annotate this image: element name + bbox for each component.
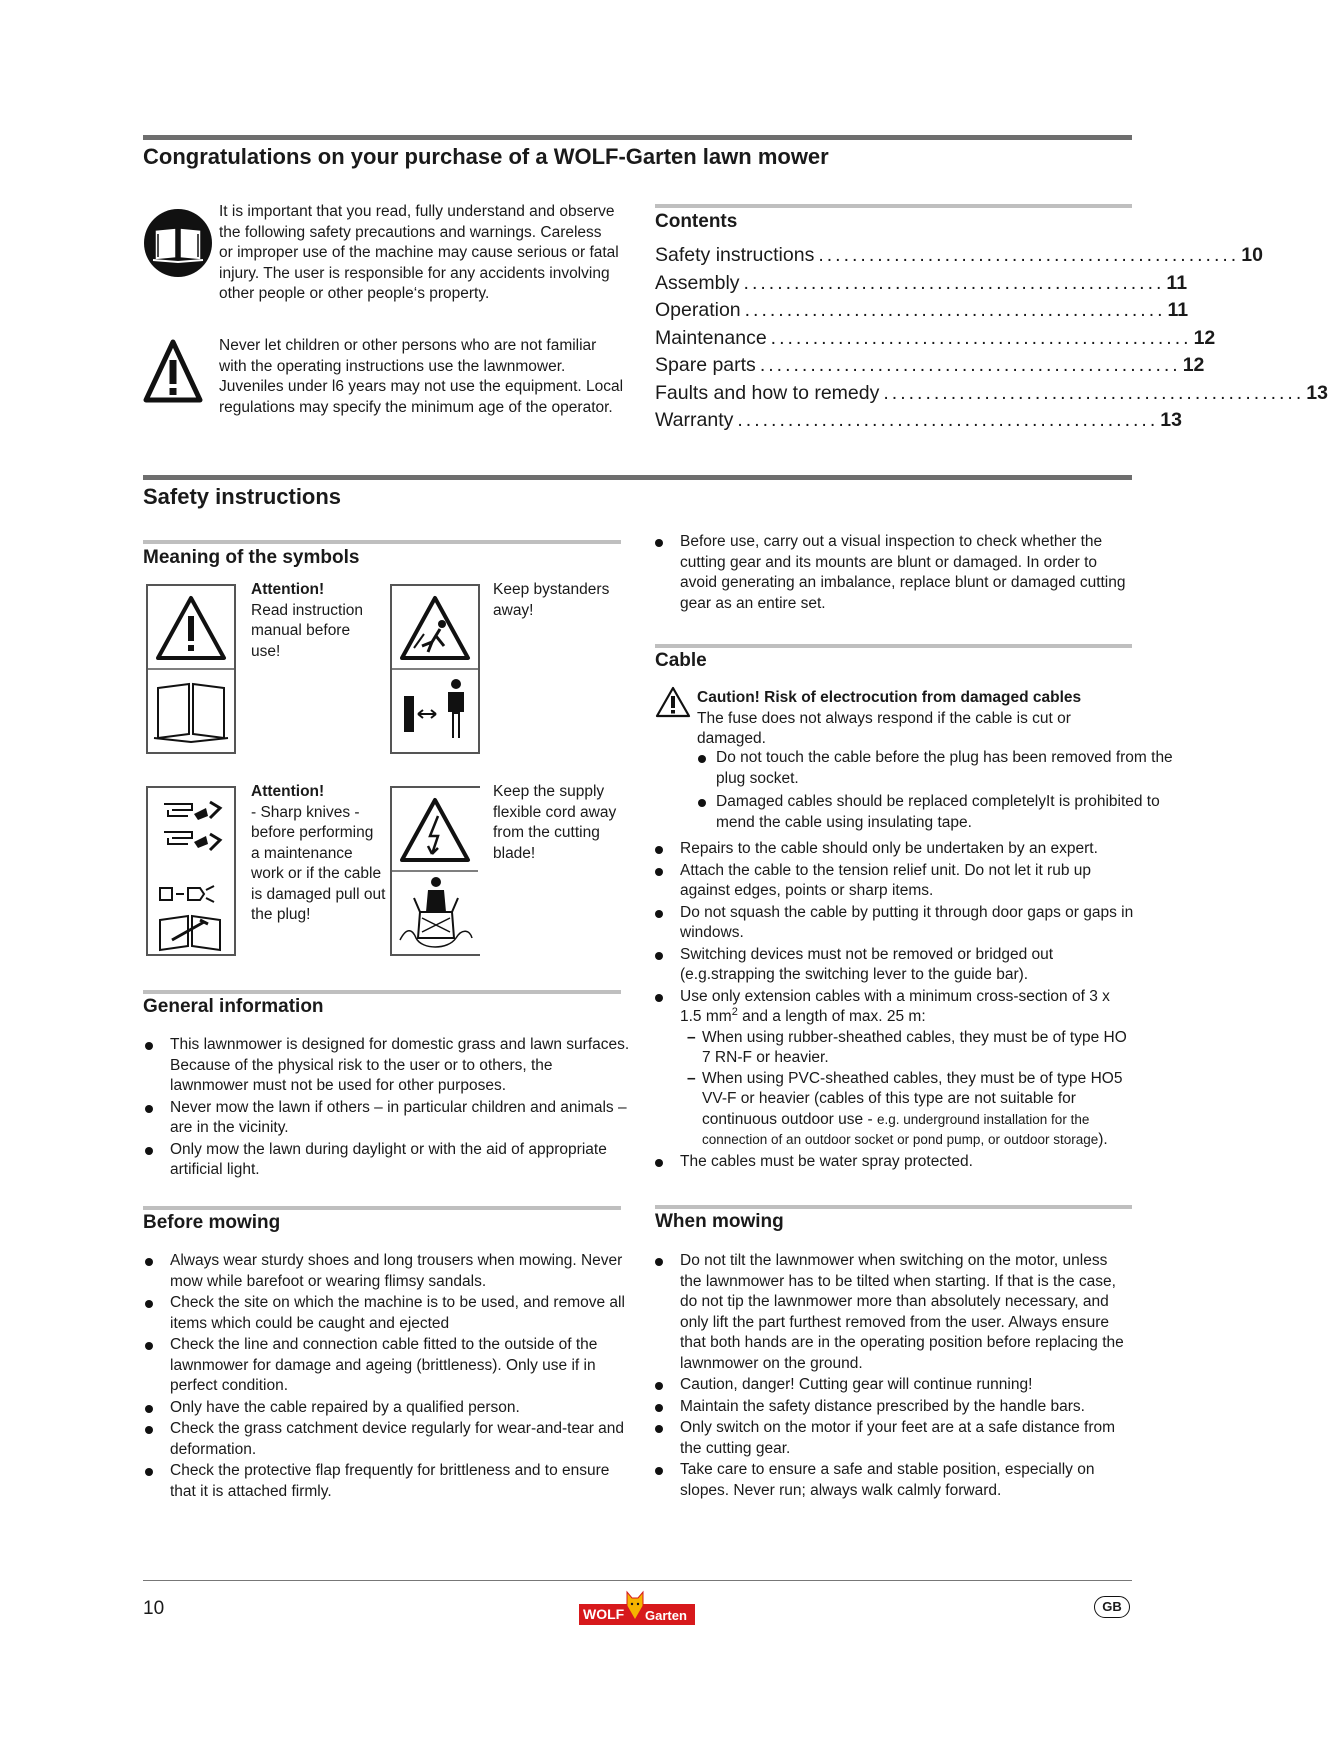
symbol-read-manual bbox=[146, 584, 236, 754]
list-item: This lawnmower is designed for domestic grass and lawn surfaces. Because of the physical risk to the user or to others, the lawnmower must not be used for other purposes. bbox=[143, 1035, 631, 1097]
general-list bbox=[143, 1035, 631, 1182]
list-item: – When using rubber-sheathed cables, they must be of type HO 7 RN-F or heavier. bbox=[687, 1028, 1135, 1069]
list-item: Maintain the safety distance prescribed by the handle bars. bbox=[653, 1397, 1133, 1418]
symbol-keep-bystanders-label: Keep bystanders away! bbox=[493, 581, 610, 619]
list-item: Only mow the lawn during daylight or with the aid of appropriate artificial light. bbox=[143, 1140, 631, 1181]
toc-row-faults[interactable]: Faults and how to remedy .................................................. 13 bbox=[655, 381, 1328, 404]
list-item: Check the line and connection cable fitted to the outside of the lawnmower for damage and ageing (brittleness). Only use if in perfect condition. bbox=[143, 1335, 631, 1397]
list-item: Take care to ensure a safe and stable position, especially on slopes. Never run; always walk calmly forward. bbox=[653, 1460, 1133, 1501]
intro-children-text: Never let children or other persons who are not familiar with the operating instructions use the lawnmower. Juveniles under l6 years may not use the equipment. Local regulations may specify the minimum age of the operator. bbox=[219, 337, 624, 416]
list-item: Always wear sturdy shoes and long trousers when mowing. Never mow while barefoot or wearing flimsy sandals. bbox=[143, 1251, 631, 1292]
visual-inspection-list bbox=[653, 532, 1133, 615]
contents-heading: Contents bbox=[655, 211, 738, 232]
page-number: 10 bbox=[143, 1598, 165, 1619]
when-list bbox=[653, 1251, 1133, 1502]
wolf-head-icon bbox=[625, 1590, 645, 1624]
list-item: Never mow the lawn if others – in particular children and animals – are in the vicinity. bbox=[143, 1098, 631, 1139]
contents-rule bbox=[655, 204, 1132, 208]
list-item: The cables must be water spray protected. bbox=[653, 1152, 1135, 1173]
cable-caution bbox=[697, 688, 1137, 750]
list-item: Switching devices must not be removed or bridged out (e.g.strapping the switching lever to the guide bar). bbox=[653, 945, 1135, 986]
table-of-contents bbox=[655, 242, 1328, 435]
symbol-read-manual-label: Attention! Read instruction manual before use! bbox=[251, 581, 364, 660]
toc-row-maintenance[interactable]: Maintenance .................................................. 12 bbox=[655, 326, 1216, 349]
list-item: Check the site on which the machine is to be used, and remove all items which could be caught and ejected bbox=[143, 1293, 631, 1334]
list-item-extension-cables: Use only extension cables with a minimum cross-section of 3 x 1.5 $mm^2$ and a length of max. 25 m: – When using rubber-sheathed cables, they must be of type HO 7 RN-F or heavier. – When using PVC-sheathed cables, they must be of type HO5 VV-F or heavier (cables of this type are not suitable for continuous outdoor use - e.g. underground installation for the connection of an outdoor socket or pond pump, or outdoor storage). bbox=[653, 987, 1135, 1151]
toc-row-assembly[interactable]: Assembly .................................................. 11 bbox=[655, 271, 1188, 294]
list-item: Only have the cable repaired by a qualified person. bbox=[143, 1398, 631, 1419]
page-title: Congratulations on your purchase of a WOLF-Garten lawn mower bbox=[143, 144, 829, 169]
symbols-heading: Meaning of the symbols bbox=[143, 547, 360, 568]
list-item: Check the grass catchment device regularly for wear-and-tear and deformation. bbox=[143, 1419, 631, 1460]
cable-heading: Cable bbox=[655, 650, 707, 671]
list-item: Do not tilt the lawnmower when switching on the motor, unless the lawnmower has to be tilted when starting. If that is the case, do not tip the lawnmower more than absolutely necessary, and only lift the part furthest removed from the user. Always ensure that both hands are in the operating position before replacing the lawnmower on the ground. bbox=[653, 1251, 1133, 1374]
footer-rule bbox=[143, 1580, 1132, 1581]
before-heading: Before mowing bbox=[143, 1212, 281, 1233]
symbols-rule bbox=[143, 540, 621, 544]
safety-title: Safety instructions bbox=[143, 484, 342, 509]
symbol-sharp-knives-label: Attention! - Sharp knives - before performing a maintenance work or if the cable is damaged pull out the plug! bbox=[251, 783, 386, 923]
warning-triangle-icon bbox=[143, 338, 203, 406]
cable-rule bbox=[655, 644, 1132, 648]
list-item: Only switch on the motor if your feet are at a safe distance from the cutting gear. bbox=[653, 1418, 1133, 1459]
list-item: Before use, carry out a visual inspection to check whether the cutting gear and its mounts are blunt or damaged. In order to avoid generating an imbalance, replace blunt or damaged cutting gear as an entire set. bbox=[653, 532, 1133, 614]
cable-caution-text: The fuse does not always respond if the cable is cut or damaged. bbox=[697, 709, 1071, 747]
safety-rule bbox=[143, 475, 1132, 480]
list-item: – When using PVC-sheathed cables, they must be of type HO5 VV-F or heavier (cables of this type are not suitable for continuous outdoor use - e.g. underground installation for the connection of an outdoor socket or pond pump, or outdoor storage). bbox=[687, 1069, 1135, 1151]
toc-row-operation[interactable]: Operation .................................................. 11 bbox=[655, 299, 1189, 321]
list-item: Check the protective flap frequently for brittleness and to ensure that it is attached firmly. bbox=[143, 1461, 631, 1502]
list-item: Repairs to the cable should only be undertaken by an expert. bbox=[653, 839, 1135, 860]
before-list bbox=[143, 1251, 631, 1503]
wolf-garten-logo: WOLF Garten bbox=[579, 1590, 695, 1626]
general-heading: General information bbox=[143, 996, 324, 1017]
list-item: Do not squash the cable by putting it through door gaps or gaps in windows. bbox=[653, 903, 1135, 944]
list-item: Do not touch the cable before the plug has been removed from the plug socket. bbox=[696, 748, 1176, 789]
list-item: Caution, danger! Cutting gear will continue running! bbox=[653, 1375, 1133, 1396]
symbol-keep-cord-label: Keep the supply flexible cord away from the cutting blade! bbox=[493, 783, 617, 862]
book-icon bbox=[143, 208, 213, 278]
general-rule bbox=[143, 990, 621, 994]
symbol-keep-cord-away bbox=[390, 786, 480, 956]
extension-cable-types bbox=[687, 1028, 1135, 1151]
when-rule bbox=[655, 1205, 1132, 1209]
caution-triangle-icon bbox=[655, 686, 691, 718]
cable-caution-heading: Caution! Risk of electrocution from damaged cables bbox=[697, 689, 1082, 706]
toc-row-warranty[interactable]: Warranty .................................................. 13 bbox=[655, 409, 1182, 431]
intro-read-text: It is important that you read, fully understand and observe the following safety precautions and warnings. Careless or improper use of the machine may cause serious or fatal injury. The user is responsible for any accidents involving other people or other people‘s property. bbox=[219, 203, 619, 302]
symbol-sharp-knives bbox=[146, 786, 236, 956]
title-rule bbox=[143, 135, 1132, 140]
toc-row-spare-parts[interactable]: Spare parts .................................................. 12 bbox=[655, 354, 1205, 376]
list-item: Attach the cable to the tension relief unit. Do not let it rub up against edges, points or sharp items. bbox=[653, 861, 1135, 902]
list-item: Damaged cables should be replaced completelyIt is prohibited to mend the cable using insulating tape. bbox=[696, 792, 1176, 833]
cable-sub-list bbox=[696, 748, 1176, 836]
cable-list bbox=[653, 839, 1135, 1173]
toc-row-safety[interactable]: Safety instructions .................................................. 10 bbox=[655, 244, 1263, 266]
symbol-keep-bystanders-away bbox=[390, 584, 480, 754]
when-heading: When mowing bbox=[655, 1211, 784, 1232]
country-badge: GB bbox=[1094, 1596, 1130, 1618]
before-rule bbox=[143, 1206, 621, 1210]
